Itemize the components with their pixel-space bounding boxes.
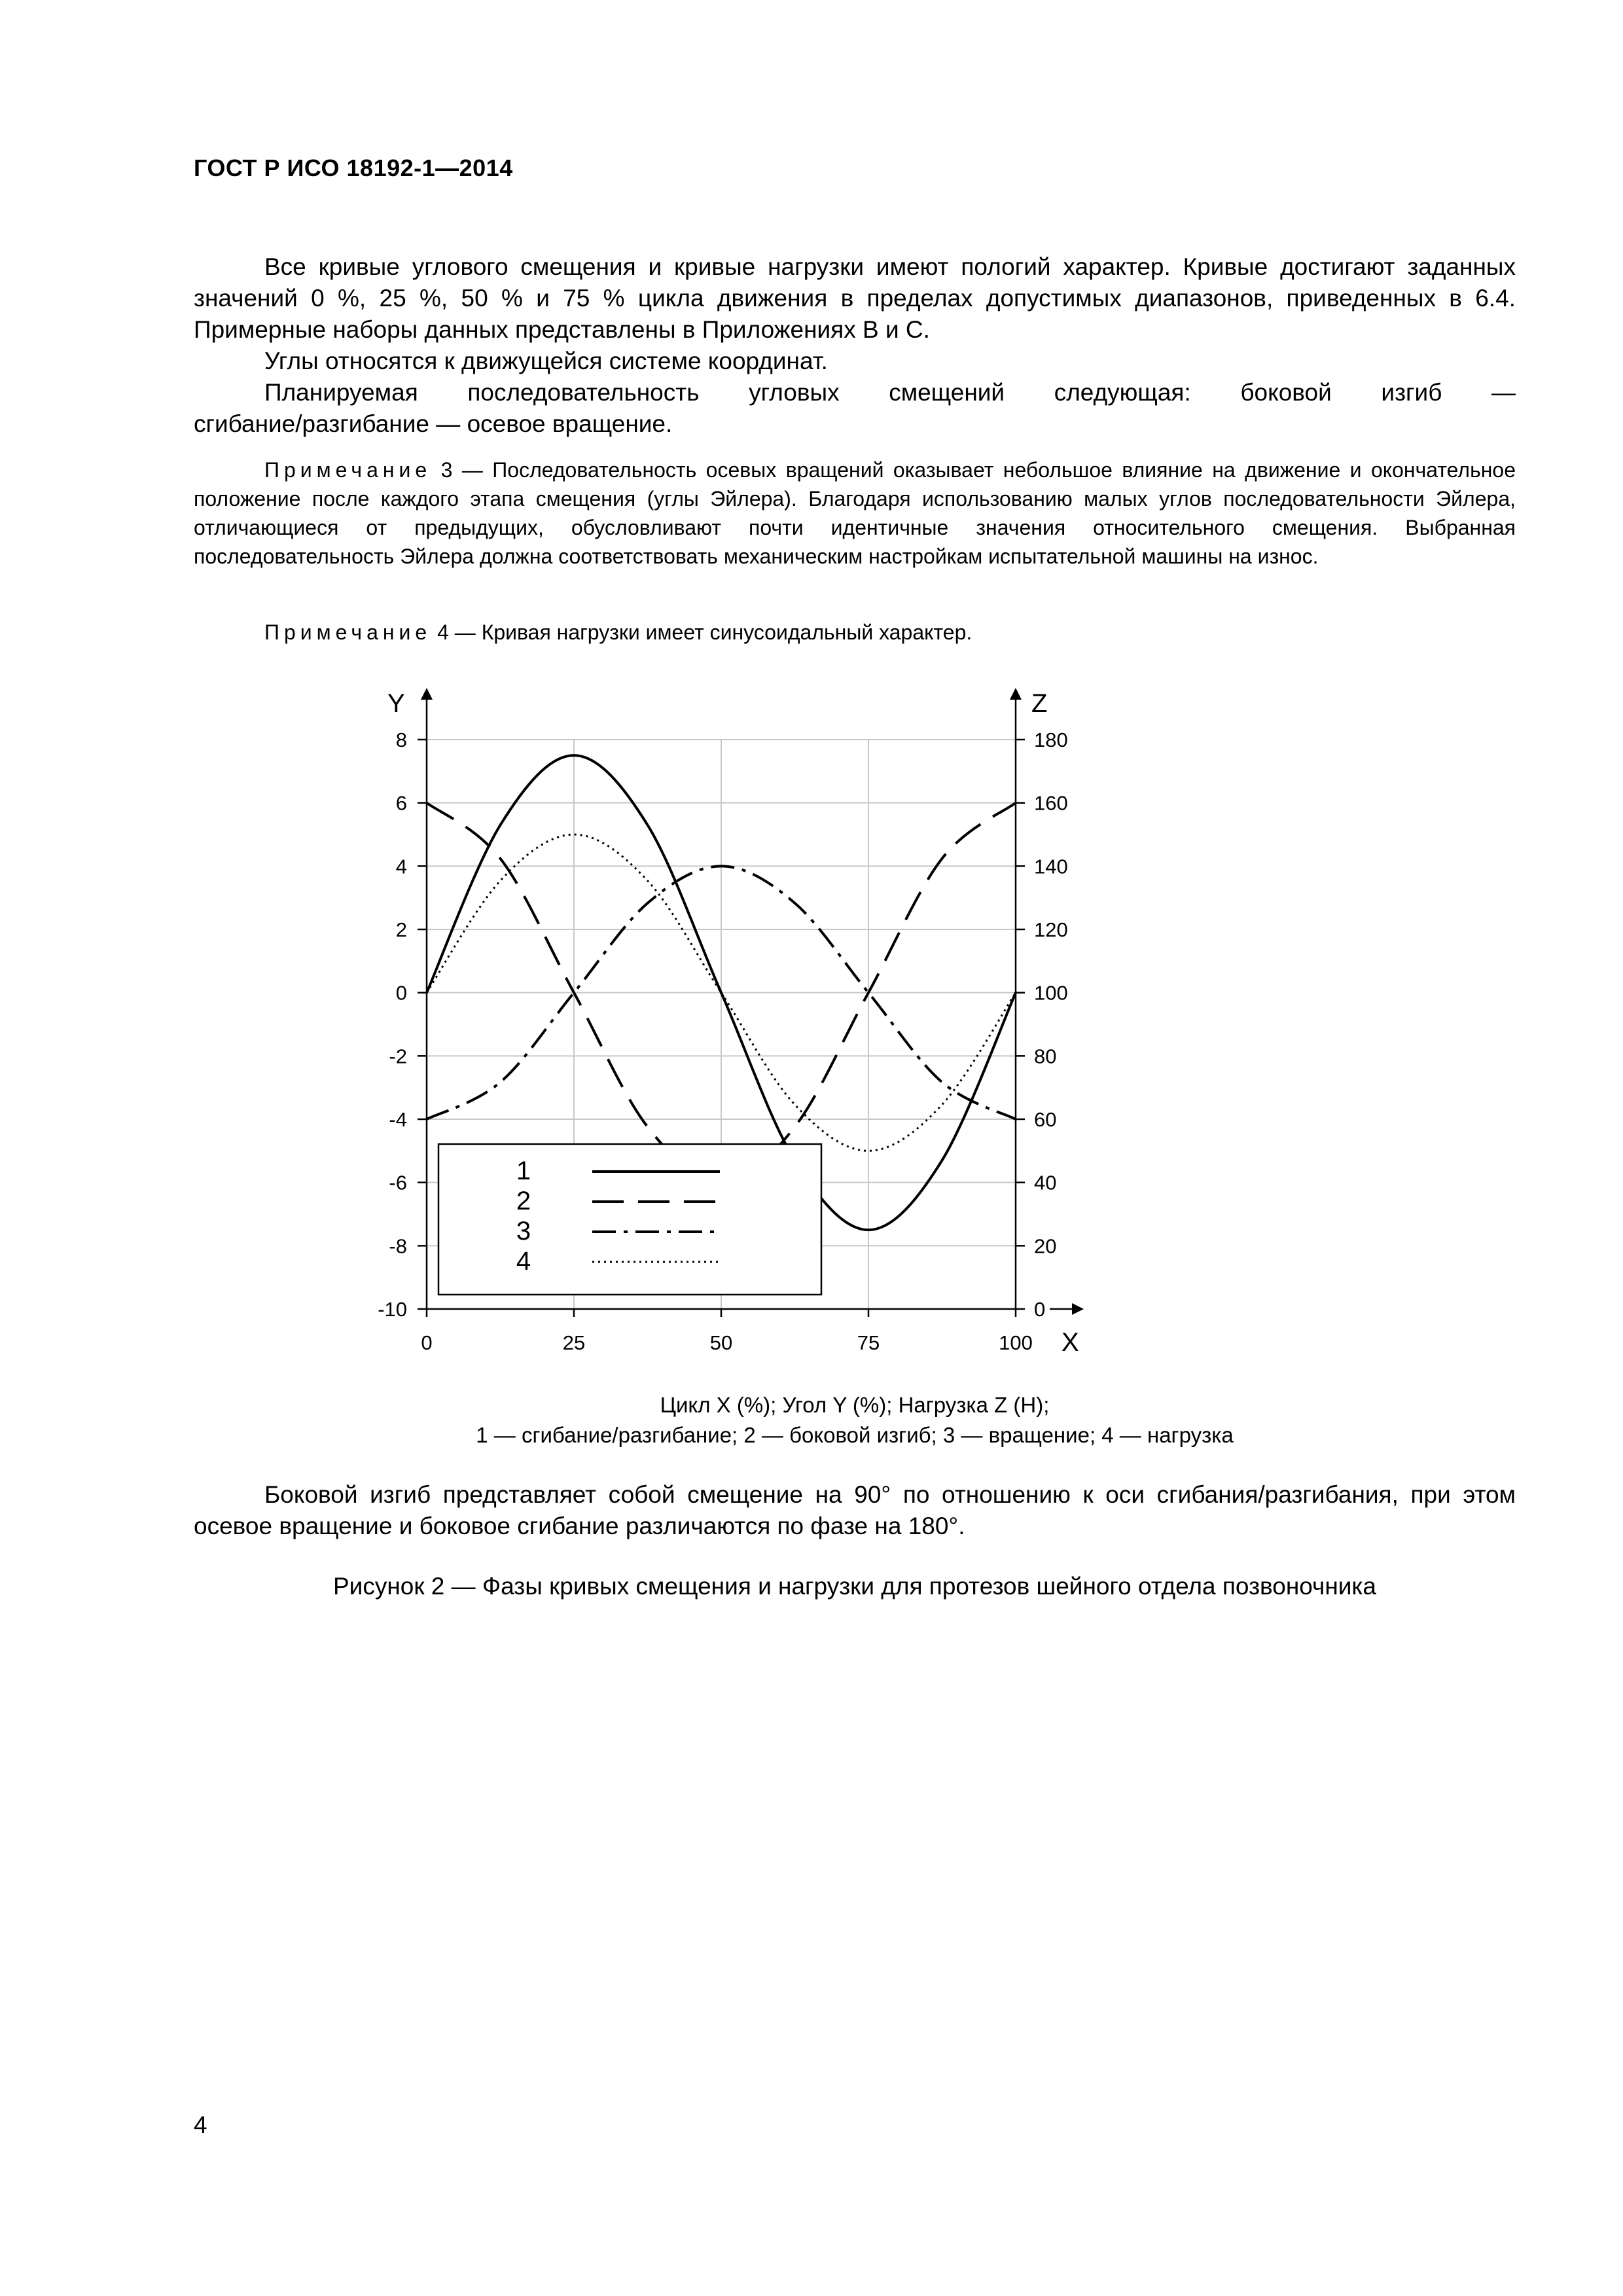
y-tick-label: 0 [395,981,407,1005]
note-4-text: 4 — Кривая нагрузки имеет синусоидальный характер. [437,620,972,644]
y-tick-label: 4 [395,855,407,878]
document-header: ГОСТ Р ИСО 18192-1—2014 [194,154,513,181]
chart-legend [438,1144,821,1295]
y-tick-label: -10 [378,1298,407,1321]
x-tick-label: 0 [421,1331,433,1354]
legend-label-4: 4 [516,1247,531,1276]
figure-title: Рисунок 2 — Фазы кривых смещения и нагрузки для протезов шейного отдела позвоночника [332,1573,1377,1600]
phase-chart [340,674,1361,1368]
y-tick-label: 6 [395,791,407,815]
z-tick-label: 120 [1034,918,1068,941]
chart-caption-axes: Цикл X (%); Угол Y (%); Нагрузка Z (Н); [660,1393,1050,1417]
x-tick-label: 100 [999,1331,1033,1354]
z-tick-label: 60 [1034,1108,1057,1131]
chart-caption-legend: 1 — сгибание/разгибание; 2 — боковой изгиб; 3 — вращение; 4 — нагрузка [476,1423,1234,1447]
paragraph-coordinates-text: Углы относятся к движущейся системе координат. [264,348,828,374]
x-tick-label: 25 [562,1331,586,1354]
z-tick-label: 160 [1034,791,1068,815]
z-tick-label: 180 [1034,728,1068,751]
paragraph-sequence-continued: сгибание/разгибание — осевое вращение. [194,410,673,437]
y-tick-label: -4 [389,1108,407,1131]
legend-label-2: 2 [516,1187,531,1215]
x-tick-label: 75 [857,1331,880,1354]
y-tick-label: -8 [389,1234,407,1258]
x-axis-label: X [1061,1328,1079,1357]
y-tick-label: 8 [395,728,407,751]
y-tick-label: -6 [389,1171,407,1194]
paragraph-curves-text: Все кривые углового смещения и кривые нагрузки имеют пологий характер. Кривые достигают заданных значений 0 %, 25 %, 50 % и 75 % цикла движения в пределах допустимых диапазонов, приведенных в 6.4. Примерные наборы данных представлены в Приложениях B и C. [194,253,1516,343]
note-4-label: Примечание [264,620,432,644]
note-3 [194,456,1516,571]
z-tick-label: 0 [1034,1298,1046,1321]
note-3-text: 3 — Последовательность осевых вращений оказывает небольшое влияние на движение и окончательное положение после каждого этапа смещения (углы Эйлера). Благодаря использованию малых углов последовательности Эйлера, отличающиеся от предыдущих, обусловливают почти идентичные значения относительного смещения. Выбранная последовательность Эйлера должна соответствовать механическим настройкам испытательной машины на износ. [194,458,1516,568]
x-tick-label: 50 [709,1331,733,1354]
y-axis-label: Y [387,689,405,718]
z-axis-label: Z [1031,689,1048,718]
z-tick-label: 40 [1034,1171,1057,1194]
z-tick-label: 80 [1034,1045,1057,1068]
paragraph-sequence [194,377,1516,408]
paragraph-coordinates [194,346,1516,377]
paragraph-lateral-bending-text: Боковой изгиб представляет собой смещение на 90° по отношению к оси сгибания/разгибания, при этом осевое вращение и боковое сгибание различаются по фазе на 180°. [194,1481,1516,1539]
legend-label-3: 3 [516,1217,531,1246]
legend-box [438,1144,821,1295]
y-tick-label: -2 [389,1045,407,1068]
paragraph-curves [194,251,1516,346]
y-tick-label: 2 [395,918,407,941]
note-4 [194,618,1516,647]
z-tick-label: 20 [1034,1234,1057,1258]
z-tick-label: 140 [1034,855,1068,878]
legend-label-1: 1 [516,1157,531,1185]
z-tick-label: 100 [1034,981,1068,1005]
paragraph-sequence-text: Планируемая последовательность угловых смещений следующая: боковой изгиб — [264,379,1516,406]
note-3-label: Примечание [264,458,432,482]
page-number: 4 [194,2111,207,2138]
paragraph-lateral-bending [194,1479,1516,1542]
